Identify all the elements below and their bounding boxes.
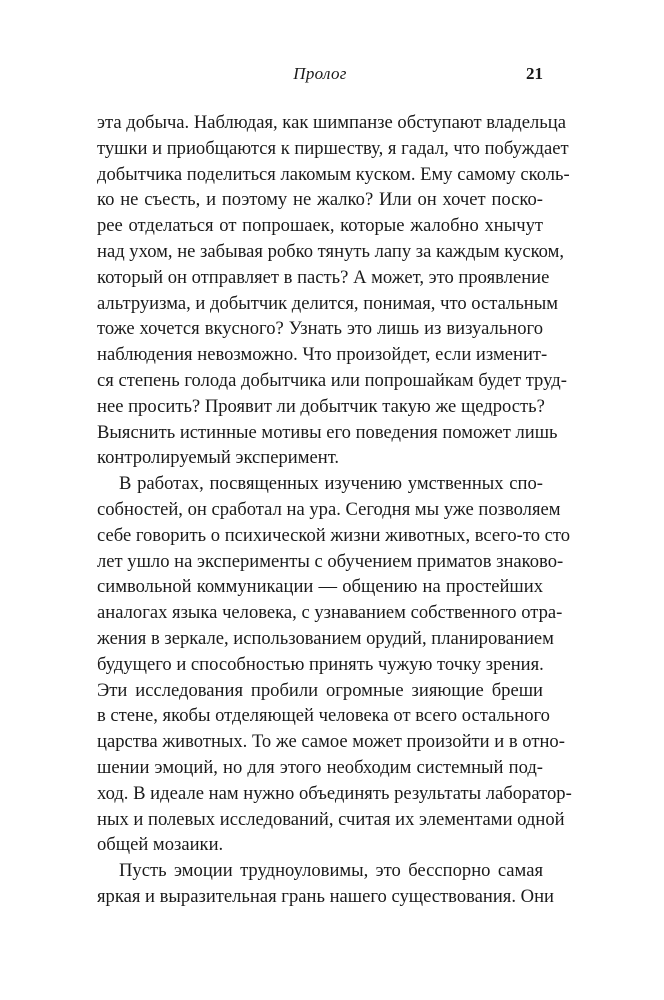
text-line: контролируемый эксперимент. — [97, 447, 340, 469]
text-line: ся степень голода добытчика или попрошайкам будет труд- — [97, 369, 567, 391]
paragraph-1 — [97, 110, 570, 471]
text-line: яркая и выразительная грань нашего существования. Они — [97, 885, 554, 907]
text-line: общей мозаики. — [97, 834, 224, 856]
text-line: символьной коммуникации — общению на простейших — [97, 576, 543, 598]
text-line: тоже хочется вкусного? Узнать это лишь из визуального — [97, 318, 543, 340]
text-line: лет ушло на эксперименты с обучением приматов знаково- — [97, 550, 564, 572]
text-line: Пусть эмоции трудноуловимы, это бесспорно самая — [119, 860, 543, 882]
paragraph-2 — [97, 471, 572, 858]
text-line: Эти исследования пробили огромные зияющие бреши — [97, 679, 543, 701]
text-line: В работах, посвященных изучению умственных спо- — [119, 473, 543, 495]
text-line: эта добыча. Наблюдая, как шимпанзе обступают владельца — [97, 112, 566, 133]
text-line: шении эмоций, но для этого необходим системный под- — [97, 756, 543, 778]
text-line: который он отправляет в пасть? А может, это проявление — [97, 266, 550, 288]
text-line: аналогах языка человека, с узнаванием собственного отра- — [97, 602, 563, 624]
text-line: наблюдения невозможно. Что произойдет, если изменит- — [97, 344, 548, 366]
text-line: царства животных. То же самое может произойти и в отно- — [97, 731, 565, 753]
text-line: ных и полевых исследований, считая их элементами одной — [97, 808, 565, 830]
paragraph-3 — [97, 858, 554, 910]
body-text — [97, 110, 572, 910]
chapter-running-title: Пролог — [293, 64, 347, 83]
text-line: в стене, якобы отделяющей человека от всего остального — [97, 705, 550, 727]
text-line: Выяснить истинные мотивы его поведения поможет лишь — [97, 421, 558, 443]
text-line: над ухом, не забывая робко тянуть лапу за каждым куском, — [97, 240, 565, 262]
page-number: 21 — [526, 64, 543, 83]
text-line: жения в зеркале, использованием орудий, планированием — [97, 627, 554, 649]
text-line: собностей, он сработал на ура. Сегодня мы уже позволяем — [97, 498, 561, 520]
text-line: нее просить? Проявит ли добытчик такую же щедрость? — [97, 395, 545, 417]
text-line: ко не съесть, и поэтому не жалко? Или он хочет поско- — [97, 189, 543, 211]
text-line: себе говорить о психической жизни животных, всего-то сто — [97, 524, 571, 546]
text-line: рее отделаться от попрошаек, которые жалобно хнычут — [97, 215, 543, 237]
text-line: тушки и приобщаются к пиршеству, я гадал, что побуждает — [97, 137, 569, 159]
text-line: альтруизма, и добытчик делится, понимая, что остальным — [97, 292, 559, 314]
text-line: будущего и способностью принять чужую точку зрения. — [97, 653, 544, 675]
text-line: ход. В идеале нам нужно объединять результаты лаборатор- — [97, 782, 572, 804]
running-head — [97, 64, 543, 86]
text-line: добытчика поделиться лакомым куском. Ему самому сколь- — [97, 163, 570, 185]
